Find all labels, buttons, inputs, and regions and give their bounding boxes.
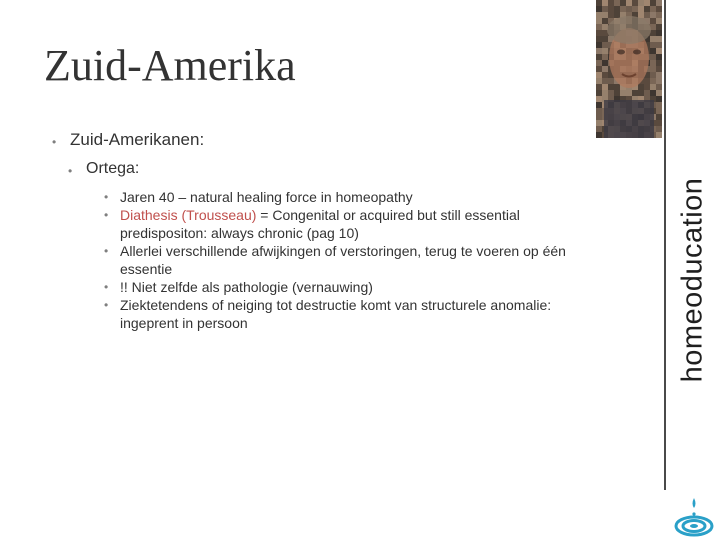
mosaic-tile [656, 72, 662, 78]
item-text: Jaren 40 – natural healing force in homeopathy [120, 189, 413, 205]
mosaic-tile [596, 78, 602, 84]
list-item [104, 206, 610, 242]
item-text: = Congenital or acquired but still essential predispositon: always chronic (pag 10) [120, 207, 520, 241]
mosaic-tile [614, 12, 620, 18]
mosaic-tile [656, 0, 662, 6]
mosaic-tile [656, 120, 662, 126]
slide-title: Zuid-Amerika [44, 41, 296, 90]
mosaic-tile [656, 18, 662, 24]
mosaic-tile [656, 132, 662, 138]
mosaic-tile [596, 36, 602, 42]
list-item [104, 296, 610, 332]
list-item [104, 278, 610, 296]
mosaic-tile [596, 42, 602, 48]
bullet-icon: • [104, 208, 109, 222]
mosaic-tile [656, 66, 662, 72]
mosaic-tile [596, 18, 602, 24]
mosaic-tile [602, 18, 608, 24]
mosaic-tile [650, 84, 656, 90]
mosaic-tile [656, 114, 662, 120]
mosaic-tile [596, 54, 602, 60]
mosaic-tile [650, 90, 656, 96]
mosaic-tile [596, 72, 602, 78]
mosaic-tile [650, 48, 656, 54]
mosaic-tile [656, 78, 662, 84]
bullet-icon: • [104, 280, 109, 294]
mosaic-tile [650, 36, 656, 42]
mosaic-portrait-image [596, 0, 662, 138]
mosaic-tile [644, 0, 650, 6]
mosaic-tile [656, 60, 662, 66]
mosaic-tile [656, 36, 662, 42]
mosaic-tile [656, 48, 662, 54]
mosaic-tile [632, 90, 638, 96]
mosaic-tile [602, 36, 608, 42]
mosaic-tile [602, 78, 608, 84]
bullet-level2-text: Ortega: [86, 160, 140, 177]
mosaic-tile [656, 84, 662, 90]
mosaic-tile [638, 84, 644, 90]
sidebar-divider [664, 0, 666, 490]
mosaic-tile [650, 12, 656, 18]
mosaic-tile [626, 0, 632, 6]
mosaic-tile [596, 66, 602, 72]
mosaic-tile [602, 90, 608, 96]
mosaic-tile [596, 84, 602, 90]
mosaic-tile [656, 108, 662, 114]
mosaic-tile [644, 6, 650, 12]
list-item [104, 188, 610, 206]
mosaic-tile [608, 84, 614, 90]
item-text: Allerlei verschillende afwijkingen of verstoringen, terug te voeren op één essentie [120, 243, 566, 277]
mosaic-tile [608, 12, 614, 18]
mosaic-tile [596, 108, 602, 114]
mosaic-tile [644, 12, 650, 18]
mosaic-tile [644, 90, 650, 96]
bullet-level3-list [104, 188, 652, 332]
mosaic-tile [632, 0, 638, 6]
mosaic-tile [596, 24, 602, 30]
bullet-icon: • [104, 190, 109, 204]
bullet-icon: • [52, 135, 57, 149]
mosaic-tile [650, 42, 656, 48]
item-highlight: Diathesis (Trousseau) [120, 207, 257, 223]
mosaic-tile [596, 48, 602, 54]
mosaic-tile [656, 126, 662, 132]
mosaic-tile [650, 18, 656, 24]
content-bullets [52, 128, 652, 332]
water-drop-ripple-logo [672, 496, 716, 538]
mosaic-tile [596, 96, 602, 102]
mosaic-tile [602, 54, 608, 60]
mosaic-tile [596, 6, 602, 12]
mosaic-tile [656, 42, 662, 48]
mosaic-tile [644, 84, 650, 90]
item-text: !! Niet zelfde als pathologie (vernauwing) [120, 279, 373, 295]
mosaic-tile [602, 84, 608, 90]
mosaic-tile [638, 6, 644, 12]
mosaic-tile [644, 78, 650, 84]
mosaic-tile [608, 90, 614, 96]
mosaic-tile [596, 0, 602, 6]
mosaic-tile [596, 12, 602, 18]
mosaic-tile [602, 6, 608, 12]
mosaic-tile [602, 48, 608, 54]
mosaic-tile [596, 102, 602, 108]
mosaic-tile [596, 60, 602, 66]
item-text: Ziektetendens of neiging tot destructie komt van structurele anomalie: ingeprent in persoon [120, 297, 552, 331]
mosaic-tile [650, 54, 656, 60]
mosaic-tile [620, 90, 626, 96]
mosaic-tile [656, 12, 662, 18]
mosaic-tile [626, 90, 632, 96]
mosaic-tile [602, 72, 608, 78]
mosaic-tile [656, 90, 662, 96]
mosaic-tile [620, 0, 626, 6]
mosaic-tile [602, 60, 608, 66]
brand-name: homeoducation [676, 177, 709, 383]
mosaic-tile [596, 114, 602, 120]
mosaic-tile [596, 120, 602, 126]
mosaic-tile [656, 102, 662, 108]
mosaic-tile [656, 54, 662, 60]
mosaic-tile [656, 6, 662, 12]
mosaic-tile [614, 0, 620, 6]
mosaic-tile [602, 66, 608, 72]
bullet-level1 [52, 128, 652, 152]
mosaic-tile [638, 0, 644, 6]
mosaic-tile [638, 90, 644, 96]
mosaic-tile [602, 0, 608, 6]
mosaic-tile [656, 96, 662, 102]
mosaic-tile [614, 6, 620, 12]
mosaic-tile [656, 30, 662, 36]
mosaic-tile [620, 6, 626, 12]
mosaic-tile [650, 78, 656, 84]
mosaic-tile [650, 6, 656, 12]
mosaic-tile [626, 6, 632, 12]
bullet-level1-text: Zuid-Amerikanen: [70, 130, 205, 149]
mosaic-tile [608, 6, 614, 12]
mosaic-tile [602, 12, 608, 18]
mosaic-tile [632, 6, 638, 12]
mosaic-tile [638, 12, 644, 18]
mosaic-tile [650, 66, 656, 72]
mosaic-tile [650, 60, 656, 66]
mosaic-tile [608, 0, 614, 6]
mosaic-tile [650, 0, 656, 6]
bullet-icon: • [104, 298, 109, 312]
mosaic-tile [608, 78, 614, 84]
bullet-icon: • [68, 164, 73, 178]
brand-vertical-label [668, 150, 718, 410]
mosaic-tile [650, 72, 656, 78]
mosaic-tile [596, 90, 602, 96]
bullet-icon: • [104, 244, 109, 258]
list-item [104, 242, 610, 278]
mosaic-tile [602, 42, 608, 48]
mosaic-tile [614, 84, 620, 90]
mosaic-tile [614, 90, 620, 96]
bullet-level2 [68, 158, 652, 180]
mosaic-tile [656, 24, 662, 30]
mosaic-tile [596, 30, 602, 36]
